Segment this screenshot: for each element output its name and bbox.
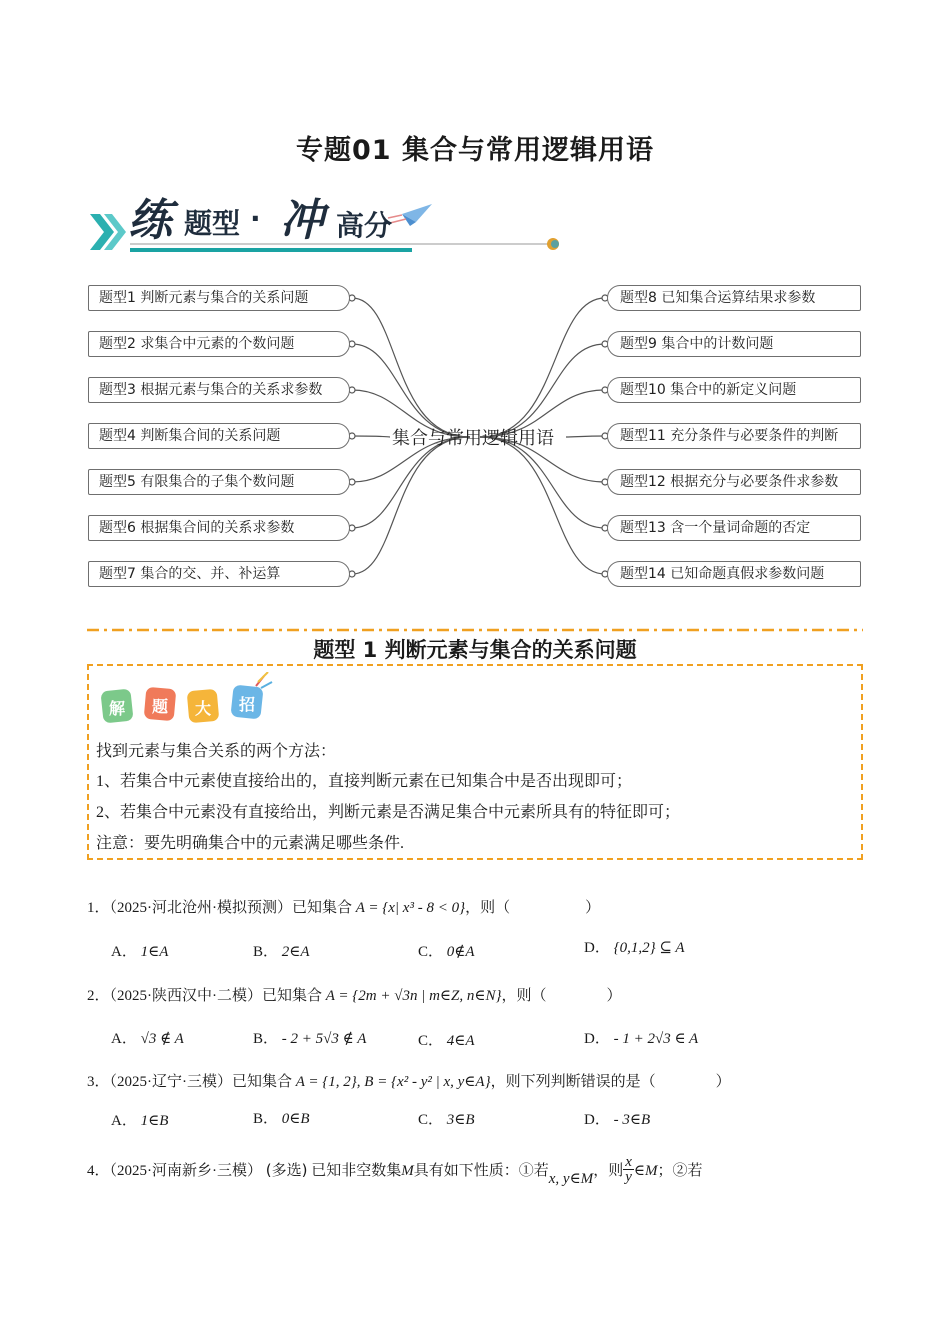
question-2-option-a[interactable] [111,1027,184,1048]
option-text: 1∈B [140,1113,169,1129]
option-text: 1∈A [140,944,169,960]
option-label: B． [253,1111,279,1127]
question-set-expression: A = {x| x³ - 8 < 0} [355,900,466,916]
question-tail: ，则下列判断错误的是（ ） [490,1074,731,1090]
option-text: 3∈B [446,1112,475,1128]
tip-line-1: 找到元素与集合关系的两个方法： [96,743,337,760]
fraction-denominator: y [625,1169,632,1185]
question-source: （2025·陕西汉中·二模）已知集合 [109,988,323,1004]
question-1-option-a[interactable] [111,940,168,961]
option-text: 0∉A [446,944,475,960]
option-label: A． [111,1113,137,1129]
document-title: 专题01 集合与常用逻辑用语 [296,135,654,166]
topic-box-4: 题型4 判断集合间的关系问题 [88,423,350,449]
banner-text-high-score: 高分 [336,209,393,242]
option-label: D． [584,1112,610,1128]
question-source: （2025·河南新乡·三模） [109,1162,263,1179]
topic-box-9: 题型9 集合中的计数问题 [607,331,861,357]
option-label: A． [111,944,137,960]
multi-select-tag: (多选) [265,1160,308,1179]
topic-box-3: 题型3 根据元素与集合的关系求参数 [88,377,350,403]
option-text: {0,1,2} ⊆ A [613,940,685,956]
tip-line-4: 注意：要先明确集合中的元素满足哪些条件. [96,835,405,852]
question-2-option-c[interactable] [418,1029,475,1050]
question-3-option-c[interactable] [418,1108,475,1129]
question-text: 具有如下性质：①若 [413,1162,549,1179]
badge-char-2: 题 [152,697,169,716]
banner-dot: · [250,202,261,235]
mindmap-center-topic: 集合与常用逻辑用语 [392,428,554,449]
question-source: （2025·辽宁·三模）已知集合 [109,1074,293,1090]
topic-box-13: 题型13 含一个量词命题的否定 [607,515,861,541]
question-tail: ，则（ ） [501,988,622,1004]
fraction [623,1155,634,1184]
topic-box-12: 题型12 根据充分与必要条件求参数 [607,469,861,495]
tip-line-2: 1、若集合中元素使直接给出的，直接判断元素在已知集合中是否出现即可； [96,773,633,790]
condition-expression: x, y∈M [548,1170,594,1187]
option-label: D． [584,1031,610,1047]
banner-text-question-type: 题型 [184,207,241,240]
topic-box-7: 题型7 集合的交、并、补运算 [88,561,350,587]
question-3 [87,1070,731,1091]
question-1 [87,896,600,917]
question-1-option-c[interactable] [418,940,475,961]
question-source: （2025·河北沧州·模拟预测）已知集合 [109,900,353,916]
question-set-expression: A = {1, 2}, B = {x² - y² | x, y∈A} [295,1074,491,1090]
question-number: 3． [87,1074,110,1090]
option-text: √3 ∉ A [140,1031,184,1047]
banner-char-practice: 练 [128,195,172,246]
question-number: 4． [87,1162,110,1179]
option-label: B． [253,944,279,960]
option-label: C． [418,1033,444,1049]
question-1-option-b[interactable] [253,940,310,961]
question-number: 1． [87,900,110,916]
question-2-option-b[interactable] [253,1027,366,1048]
question-number: 2． [87,988,110,1004]
option-label: D． [584,940,610,956]
question-3-option-b[interactable] [253,1107,310,1128]
question-set-expression: A = {2m + √3n | m∈Z, n∈N} [325,988,502,1004]
badge-char-4: 招 [239,695,256,714]
solution-tips-badge [98,672,288,730]
option-text: 4∈A [446,1033,475,1049]
question-4 [87,1154,703,1187]
topic-box-5: 题型5 有限集合的子集个数问题 [88,469,350,495]
topic-box-11: 题型11 充分条件与必要条件的判断 [607,423,861,449]
question-text: ，则 [593,1162,624,1179]
option-text: - 1 + 2√3 ∈ A [613,1031,699,1047]
option-text: 2∈A [281,944,310,960]
badge-char-1: 解 [109,699,126,718]
option-label: A． [111,1031,137,1047]
membership: ∈M [633,1162,658,1179]
tip-line-3: 2、若集合中元素没有直接给出，判断元素是否满足集合中元素所具有的特征即可； [96,804,681,821]
question-1-option-d[interactable] [584,936,685,957]
option-text: - 3∈B [613,1112,651,1128]
banner-char-rush: 冲 [280,195,324,246]
question-2 [87,984,622,1005]
topic-box-2: 题型2 求集合中元素的个数问题 [88,331,350,357]
fraction-numerator: x [625,1154,632,1170]
option-label: C． [418,944,444,960]
section-title: 题型 1 判断元素与集合的关系问题 [313,638,637,662]
question-tail: ，则（ ） [465,900,601,916]
question-text: ；②若 [657,1162,703,1179]
badge-char-3: 大 [195,699,212,718]
option-label: B． [253,1031,279,1047]
option-text: - 2 + 5√3 ∉ A [281,1031,367,1047]
option-text: 0∈B [281,1111,310,1127]
question-3-option-a[interactable] [111,1109,168,1130]
question-3-option-d[interactable] [584,1108,650,1129]
option-label: C． [418,1112,444,1128]
topic-box-10: 题型10 集合中的新定义问题 [607,377,861,403]
topic-box-1: 题型1 判断元素与集合的关系问题 [88,285,350,311]
topic-box-6: 题型6 根据集合间的关系求参数 [88,515,350,541]
question-2-option-d[interactable] [584,1027,698,1048]
topic-box-8: 题型8 已知集合运算结果求参数 [607,285,861,311]
set-variable: M [401,1162,414,1179]
question-text: 已知非空数集 [311,1162,402,1179]
topic-box-14: 题型14 已知命题真假求参数问题 [607,561,861,587]
